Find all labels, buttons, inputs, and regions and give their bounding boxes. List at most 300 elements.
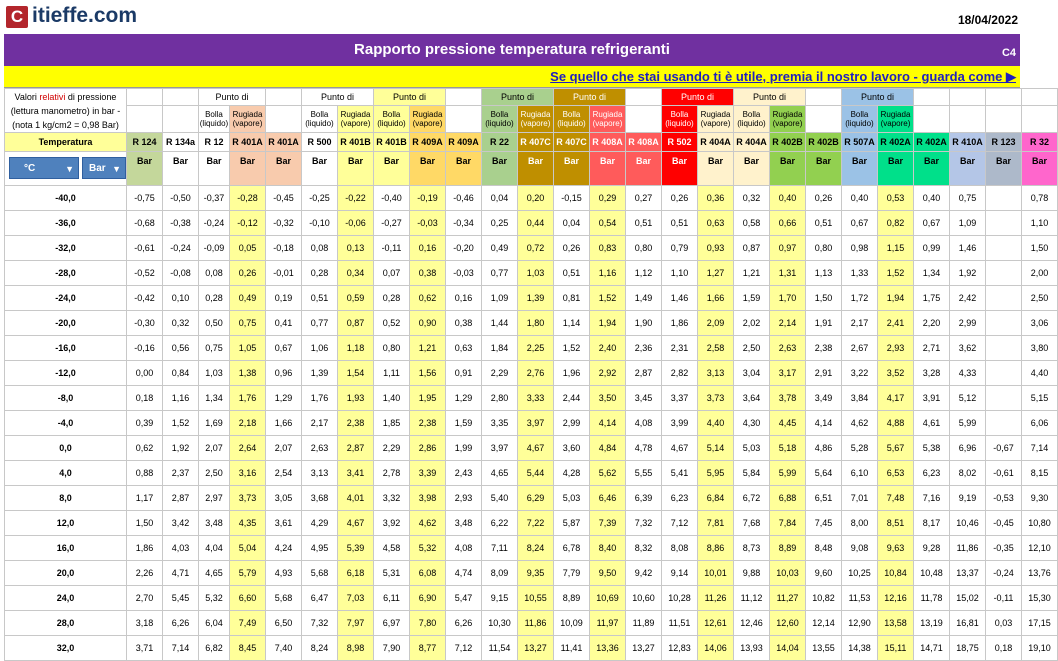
pressure-value: 0,51 — [626, 211, 662, 236]
temperature-value: 12,0 — [5, 511, 127, 536]
pressure-value: 7,80 — [410, 611, 446, 636]
empty-header-cell — [626, 106, 662, 133]
pressure-value: -0,67 — [986, 436, 1022, 461]
refrigerant-name: R 402B — [806, 133, 842, 152]
pressure-value: 0,63 — [698, 211, 734, 236]
pressure-value: 0,26 — [806, 186, 842, 211]
pressure-value: 7,16 — [914, 486, 950, 511]
pressure-value: 4,40 — [1022, 361, 1058, 386]
dew-vapor-label: Rugiada (vapore) — [230, 106, 266, 133]
refrigerant-name: R 401B — [338, 133, 374, 152]
pressure-value: 1,34 — [914, 261, 950, 286]
chevron-down-icon: ▼ — [65, 164, 74, 174]
unit-label: Bar — [199, 152, 230, 186]
empty-header-cell — [1022, 89, 1058, 106]
pressure-value: 1,16 — [163, 386, 199, 411]
table-row — [5, 336, 1058, 361]
pressure-value: -0,16 — [127, 336, 163, 361]
pressure-value: 5,04 — [230, 536, 266, 561]
pressure-value: 6,84 — [698, 486, 734, 511]
pressure-value: 1,29 — [446, 386, 482, 411]
pressure-value: 0,87 — [734, 236, 770, 261]
pressure-value: 5,68 — [302, 561, 338, 586]
pressure-value: 1,86 — [127, 536, 163, 561]
pressure-value: 1,38 — [230, 361, 266, 386]
site-header — [0, 0, 1024, 34]
pressure-value: 2,82 — [662, 361, 698, 386]
pressure-value: 10,01 — [698, 561, 734, 586]
pressure-value: 5,87 — [554, 511, 590, 536]
pressure-value: 0,67 — [842, 211, 878, 236]
temperature-value: -40,0 — [5, 186, 127, 211]
pressure-value: -0,22 — [338, 186, 374, 211]
table-row — [5, 261, 1058, 286]
empty-header-cell — [806, 106, 842, 133]
pressure-value: 6,29 — [518, 486, 554, 511]
pressure-value: -0,46 — [446, 186, 482, 211]
pressure-value: 2,70 — [127, 586, 163, 611]
pressure-value: 0,87 — [338, 311, 374, 336]
pressure-value — [986, 261, 1022, 286]
pressure-value: 0,16 — [410, 236, 446, 261]
pressure-value: 0,28 — [374, 286, 410, 311]
pressure-value: 5,32 — [410, 536, 446, 561]
pressure-value: 1,03 — [199, 361, 230, 386]
pressure-value: 1,84 — [482, 336, 518, 361]
pressure-value: 0,79 — [662, 236, 698, 261]
pressure-value: 0,82 — [878, 211, 914, 236]
pressure-value: 12,83 — [662, 636, 698, 661]
pressure-unit-select[interactable] — [82, 157, 126, 179]
pressure-value: 0,18 — [986, 636, 1022, 661]
pressure-value: 2,00 — [1022, 261, 1058, 286]
pressure-value: 6,22 — [482, 511, 518, 536]
pressure-value: 2,17 — [302, 411, 338, 436]
pressure-value: -0,75 — [127, 186, 163, 211]
pressure-value: 8,45 — [230, 636, 266, 661]
pressure-value: 3,84 — [842, 386, 878, 411]
pressure-value: 2,76 — [518, 361, 554, 386]
unit-label: Bar — [626, 152, 662, 186]
unit-label: Bar — [1022, 152, 1058, 186]
pressure-value: 1,50 — [1022, 236, 1058, 261]
pressure-value: 0,96 — [266, 361, 302, 386]
pressure-value: 3,80 — [1022, 336, 1058, 361]
pressure-value: -0,37 — [199, 186, 230, 211]
pressure-value: 13,19 — [914, 611, 950, 636]
pressure-value: 4,28 — [554, 461, 590, 486]
empty-header-cell — [127, 89, 163, 106]
pressure-value: 8,17 — [914, 511, 950, 536]
pressure-value: 7,39 — [590, 511, 626, 536]
pressure-value: 0,75 — [950, 186, 986, 211]
pressure-value: 9,88 — [734, 561, 770, 586]
refrigerant-name: R 22 — [482, 133, 518, 152]
pressure-value: 0,40 — [842, 186, 878, 211]
pressure-value: 4,95 — [302, 536, 338, 561]
pressure-value: 4,86 — [806, 436, 842, 461]
pressure-value: 11,12 — [734, 586, 770, 611]
pressure-value: 3,48 — [199, 511, 230, 536]
pressure-value: 13,93 — [734, 636, 770, 661]
promo-bar — [4, 66, 1020, 88]
pressure-value: 3,73 — [230, 486, 266, 511]
pressure-value: 4,58 — [374, 536, 410, 561]
dew-vapor-label: Rugiada (vapore) — [590, 106, 626, 133]
pressure-value: 0,80 — [806, 236, 842, 261]
pressure-value: 0,80 — [374, 336, 410, 361]
pressure-value: 7,14 — [1022, 436, 1058, 461]
pressure-value: 0,53 — [878, 186, 914, 211]
pressure-value: 0,36 — [698, 186, 734, 211]
pressure-value: 17,15 — [1022, 611, 1058, 636]
pressure-value: 8,24 — [302, 636, 338, 661]
temperature-value: 16,0 — [5, 536, 127, 561]
pressure-value: 0,80 — [626, 236, 662, 261]
pressure-value: 10,30 — [482, 611, 518, 636]
pressure-value: 2,50 — [1022, 286, 1058, 311]
pressure-note — [5, 89, 127, 133]
pressure-value: 1,50 — [127, 511, 163, 536]
title-banner — [4, 34, 1020, 66]
pressure-value: 0,88 — [127, 461, 163, 486]
refrigerant-name: R 401B — [374, 133, 410, 152]
pressure-value: 1,59 — [446, 411, 482, 436]
pressure-value: 6,23 — [662, 486, 698, 511]
pressure-value: 0,77 — [482, 261, 518, 286]
pressure-value: 4,84 — [590, 436, 626, 461]
pressure-value: -0,15 — [554, 186, 590, 211]
pressure-value: 1,80 — [518, 311, 554, 336]
pressure-value: 8,32 — [626, 536, 662, 561]
unit-label: Bar — [986, 152, 1022, 186]
pressure-value: 2,18 — [230, 411, 266, 436]
pressure-value: 4,08 — [626, 411, 662, 436]
empty-header-cell — [914, 106, 950, 133]
refrigerant-name: R 123 — [986, 133, 1022, 152]
pressure-value: 12,16 — [878, 586, 914, 611]
refrigerant-name: R 408A — [626, 133, 662, 152]
pressure-value: 8,89 — [770, 536, 806, 561]
unit-label: Bar — [554, 152, 590, 186]
unit-label: Bar — [590, 152, 626, 186]
pressure-value: -0,03 — [446, 261, 482, 286]
pressure-value: 0,51 — [662, 211, 698, 236]
pressure-value: 0,99 — [914, 236, 950, 261]
pressure-value: 2,97 — [199, 486, 230, 511]
temperature-value: -28,0 — [5, 261, 127, 286]
pressure-value: 0,38 — [410, 261, 446, 286]
dew-bubble-group-header: Punto di — [662, 89, 734, 106]
pressure-value: 3,49 — [806, 386, 842, 411]
pressure-value: 1,27 — [698, 261, 734, 286]
pressure-value: -0,20 — [446, 236, 482, 261]
temperature-header: Temperatura — [5, 133, 127, 152]
refrigerant-name: R 402A — [914, 133, 950, 152]
pressure-value: 10,28 — [662, 586, 698, 611]
pressure-value: -0,40 — [374, 186, 410, 211]
refrigerant-name: R 407C — [518, 133, 554, 152]
pressure-value: 1,14 — [554, 311, 590, 336]
pressure-value: 8,24 — [518, 536, 554, 561]
pressure-value — [986, 186, 1022, 211]
dew-vapor-label: Rugiada (vapore) — [338, 106, 374, 133]
pressure-value: 0,26 — [230, 261, 266, 286]
pressure-value: 2,64 — [230, 436, 266, 461]
pressure-value: 3,06 — [1022, 311, 1058, 336]
pressure-value: 1,05 — [230, 336, 266, 361]
pressure-value: 10,82 — [806, 586, 842, 611]
pressure-value: 1,52 — [554, 336, 590, 361]
pressure-value: 5,41 — [662, 461, 698, 486]
pressure-value: 1,03 — [518, 261, 554, 286]
pressure-value: 3,42 — [163, 511, 199, 536]
pressure-value: 2,80 — [482, 386, 518, 411]
note-text-rest: di pressione (lettura manometro) in bar - (nota 1 kg/cm2 = 0,98 Bar) — [10, 91, 121, 130]
refrigerant-name: R 404A — [734, 133, 770, 152]
pressure-value: 2,07 — [199, 436, 230, 461]
pressure-value: 2,20 — [914, 311, 950, 336]
pressure-value: 1,93 — [338, 386, 374, 411]
temperature-value: -16,0 — [5, 336, 127, 361]
pressure-value: 0,40 — [770, 186, 806, 211]
pressure-value: 15,11 — [878, 636, 914, 661]
refrigerant-name: R 401A — [266, 133, 302, 152]
pressure-value: 8,02 — [950, 461, 986, 486]
unit-label: Bar — [662, 152, 698, 186]
empty-header-cell — [127, 106, 163, 133]
pressure-value: 6,39 — [626, 486, 662, 511]
pressure-value: -0,10 — [302, 211, 338, 236]
pressure-value: 1,44 — [482, 311, 518, 336]
pressure-value: 2,87 — [338, 436, 374, 461]
temperature-value: -36,0 — [5, 211, 127, 236]
site-logo-text[interactable]: itieffe.com — [32, 4, 138, 27]
pressure-value: 2,38 — [410, 411, 446, 436]
pressure-value: 0,29 — [590, 186, 626, 211]
pressure-value: 4,62 — [410, 511, 446, 536]
pressure-value: 0,50 — [199, 311, 230, 336]
refrigerant-name: R 402A — [878, 133, 914, 152]
pressure-value: 2,87 — [163, 486, 199, 511]
pressure-value: 12,60 — [770, 611, 806, 636]
pressure-value: 11,86 — [950, 536, 986, 561]
pressure-value: 4,67 — [662, 436, 698, 461]
refrigerant-name: R 407C — [554, 133, 590, 152]
pressure-value: 2,26 — [127, 561, 163, 586]
pressure-value: 2,99 — [950, 311, 986, 336]
pressure-value: 2,14 — [770, 311, 806, 336]
pressure-value: 3,78 — [770, 386, 806, 411]
pressure-value: 11,51 — [662, 611, 698, 636]
pressure-value: 0,04 — [554, 211, 590, 236]
pressure-value: 1,10 — [1022, 211, 1058, 236]
table-row — [5, 586, 1058, 611]
pressure-value: 1,52 — [878, 261, 914, 286]
pressure-value: 2,36 — [626, 336, 662, 361]
pressure-value: 9,14 — [662, 561, 698, 586]
pressure-value: 14,06 — [698, 636, 734, 661]
pressure-value: 2,09 — [698, 311, 734, 336]
logo-icon[interactable]: C — [6, 6, 28, 28]
pressure-value: 0,67 — [266, 336, 302, 361]
pressure-value: 1,39 — [518, 286, 554, 311]
pressure-value: 5,95 — [698, 461, 734, 486]
pressure-value: -0,08 — [163, 261, 199, 286]
pressure-value: 0,34 — [338, 261, 374, 286]
pressure-value: 6,06 — [1022, 411, 1058, 436]
pressure-value: 6,50 — [266, 611, 302, 636]
pressure-value: 1,66 — [698, 286, 734, 311]
pressure-value: 5,14 — [698, 436, 734, 461]
table-row — [5, 286, 1058, 311]
pressure-value: 1,50 — [806, 286, 842, 311]
pressure-value: 6,90 — [410, 586, 446, 611]
pressure-value: 3,33 — [518, 386, 554, 411]
pressure-value: 5,99 — [950, 411, 986, 436]
pressure-value: 5,38 — [914, 436, 950, 461]
pressure-value: 2,91 — [806, 361, 842, 386]
refrigerant-name: R 124 — [127, 133, 163, 152]
pressure-value: 0,07 — [374, 261, 410, 286]
pressure-value: 5,79 — [230, 561, 266, 586]
unit-label: Bar — [302, 152, 338, 186]
pressure-value: 0,75 — [230, 311, 266, 336]
pressure-value: 3,35 — [482, 411, 518, 436]
pressure-value: 7,90 — [374, 636, 410, 661]
bubble-liquid-label: Bolla (liquido) — [482, 106, 518, 133]
pressure-value: 0,98 — [842, 236, 878, 261]
pressure-value: 1,18 — [338, 336, 374, 361]
pressure-value: 3,45 — [626, 386, 662, 411]
pressure-value: 4,04 — [199, 536, 230, 561]
pressure-value: 11,54 — [482, 636, 518, 661]
dew-vapor-label: Rugiada (vapore) — [698, 106, 734, 133]
temperature-unit-select[interactable] — [9, 157, 79, 179]
refrigerant-name: R 402B — [770, 133, 806, 152]
pressure-value: 0,32 — [734, 186, 770, 211]
pressure-value: 13,36 — [590, 636, 626, 661]
pressure-value: 11,53 — [842, 586, 878, 611]
pressure-value: 7,32 — [626, 511, 662, 536]
pressure-value: 7,48 — [878, 486, 914, 511]
pressure-value: 9,42 — [626, 561, 662, 586]
temperature-value: 4,0 — [5, 461, 127, 486]
pressure-value: 2,40 — [590, 336, 626, 361]
pressure-value: 5,99 — [770, 461, 806, 486]
pressure-value: 0,59 — [338, 286, 374, 311]
pressure-value: 3,04 — [734, 361, 770, 386]
pressure-value: 10,25 — [842, 561, 878, 586]
pressure-value — [986, 311, 1022, 336]
pressure-value: 9,08 — [842, 536, 878, 561]
pressure-value: 2,43 — [446, 461, 482, 486]
pressure-value: 1,40 — [374, 386, 410, 411]
pressure-value: 1,10 — [662, 261, 698, 286]
pressure-value: 7,68 — [734, 511, 770, 536]
pressure-value: 1,09 — [950, 211, 986, 236]
table-row — [5, 411, 1058, 436]
pressure-value: 5,62 — [590, 461, 626, 486]
pressure-value: 10,80 — [1022, 511, 1058, 536]
unit-label: Bar — [266, 152, 302, 186]
pressure-value: 5,39 — [338, 536, 374, 561]
pressure-value: 6,60 — [230, 586, 266, 611]
pressure-value: 0,51 — [302, 286, 338, 311]
pressure-value: 7,79 — [554, 561, 590, 586]
pressure-value: 6,26 — [446, 611, 482, 636]
pressure-value: 7,12 — [662, 511, 698, 536]
pressure-value: 4,62 — [842, 411, 878, 436]
pressure-value: -0,18 — [266, 236, 302, 261]
pressure-value: 0,28 — [199, 286, 230, 311]
pressure-value: 5,15 — [1022, 386, 1058, 411]
pressure-value: 10,60 — [626, 586, 662, 611]
temperature-value: -32,0 — [5, 236, 127, 261]
table-row — [5, 436, 1058, 461]
pressure-value: 1,12 — [626, 261, 662, 286]
pressure-value: 3,98 — [410, 486, 446, 511]
pressure-value: 1,33 — [842, 261, 878, 286]
pressure-value: 1,46 — [950, 236, 986, 261]
pressure-value: 1,52 — [163, 411, 199, 436]
pressure-value: 2,86 — [410, 436, 446, 461]
pressure-value: 1,94 — [590, 311, 626, 336]
pressure-value: 0,77 — [302, 311, 338, 336]
pressure-value: 0,81 — [554, 286, 590, 311]
pressure-value: 6,96 — [950, 436, 986, 461]
pressure-value: 4,88 — [878, 411, 914, 436]
pressure-value: 3,48 — [446, 511, 482, 536]
pressure-value: 5,03 — [734, 436, 770, 461]
pressure-value: 3,52 — [878, 361, 914, 386]
pressure-value: 0,58 — [734, 211, 770, 236]
pressure-value: 0,62 — [410, 286, 446, 311]
pressure-value: 9,15 — [482, 586, 518, 611]
pressure-value: 10,09 — [554, 611, 590, 636]
pressure-value: 4,93 — [266, 561, 302, 586]
table-row — [5, 511, 1058, 536]
pressure-value: 7,81 — [698, 511, 734, 536]
pressure-value: 0,91 — [446, 361, 482, 386]
pressure-value: 11,41 — [554, 636, 590, 661]
pressure-value: 0,13 — [338, 236, 374, 261]
pressure-value: 5,55 — [626, 461, 662, 486]
pressure-value: 0,39 — [127, 411, 163, 436]
refrigerant-name: R 410A — [950, 133, 986, 152]
dew-bubble-group-header: Punto di — [734, 89, 806, 106]
pressure-value: 4,33 — [950, 361, 986, 386]
table-row — [5, 211, 1058, 236]
pressure-value: 1,17 — [127, 486, 163, 511]
pressure-value: 4,35 — [230, 511, 266, 536]
empty-header-cell — [446, 89, 482, 106]
pressure-value: 2,02 — [734, 311, 770, 336]
pressure-value: 0,26 — [554, 236, 590, 261]
pressure-value: -0,53 — [986, 486, 1022, 511]
pressure-value: 0,51 — [554, 261, 590, 286]
pressure-value: 7,03 — [338, 586, 374, 611]
pressure-value: 7,40 — [266, 636, 302, 661]
pressure-value: 5,18 — [770, 436, 806, 461]
support-link[interactable]: Se quello che stai usando ti è utile, premia il nostro lavoro - guarda come ▶ — [550, 69, 1016, 84]
pressure-value: 3,50 — [590, 386, 626, 411]
empty-header-cell — [950, 106, 986, 133]
pressure-value: 2,29 — [482, 361, 518, 386]
empty-header-cell — [163, 89, 199, 106]
pressure-value: 1,29 — [266, 386, 302, 411]
unit-label: Bar — [518, 152, 554, 186]
